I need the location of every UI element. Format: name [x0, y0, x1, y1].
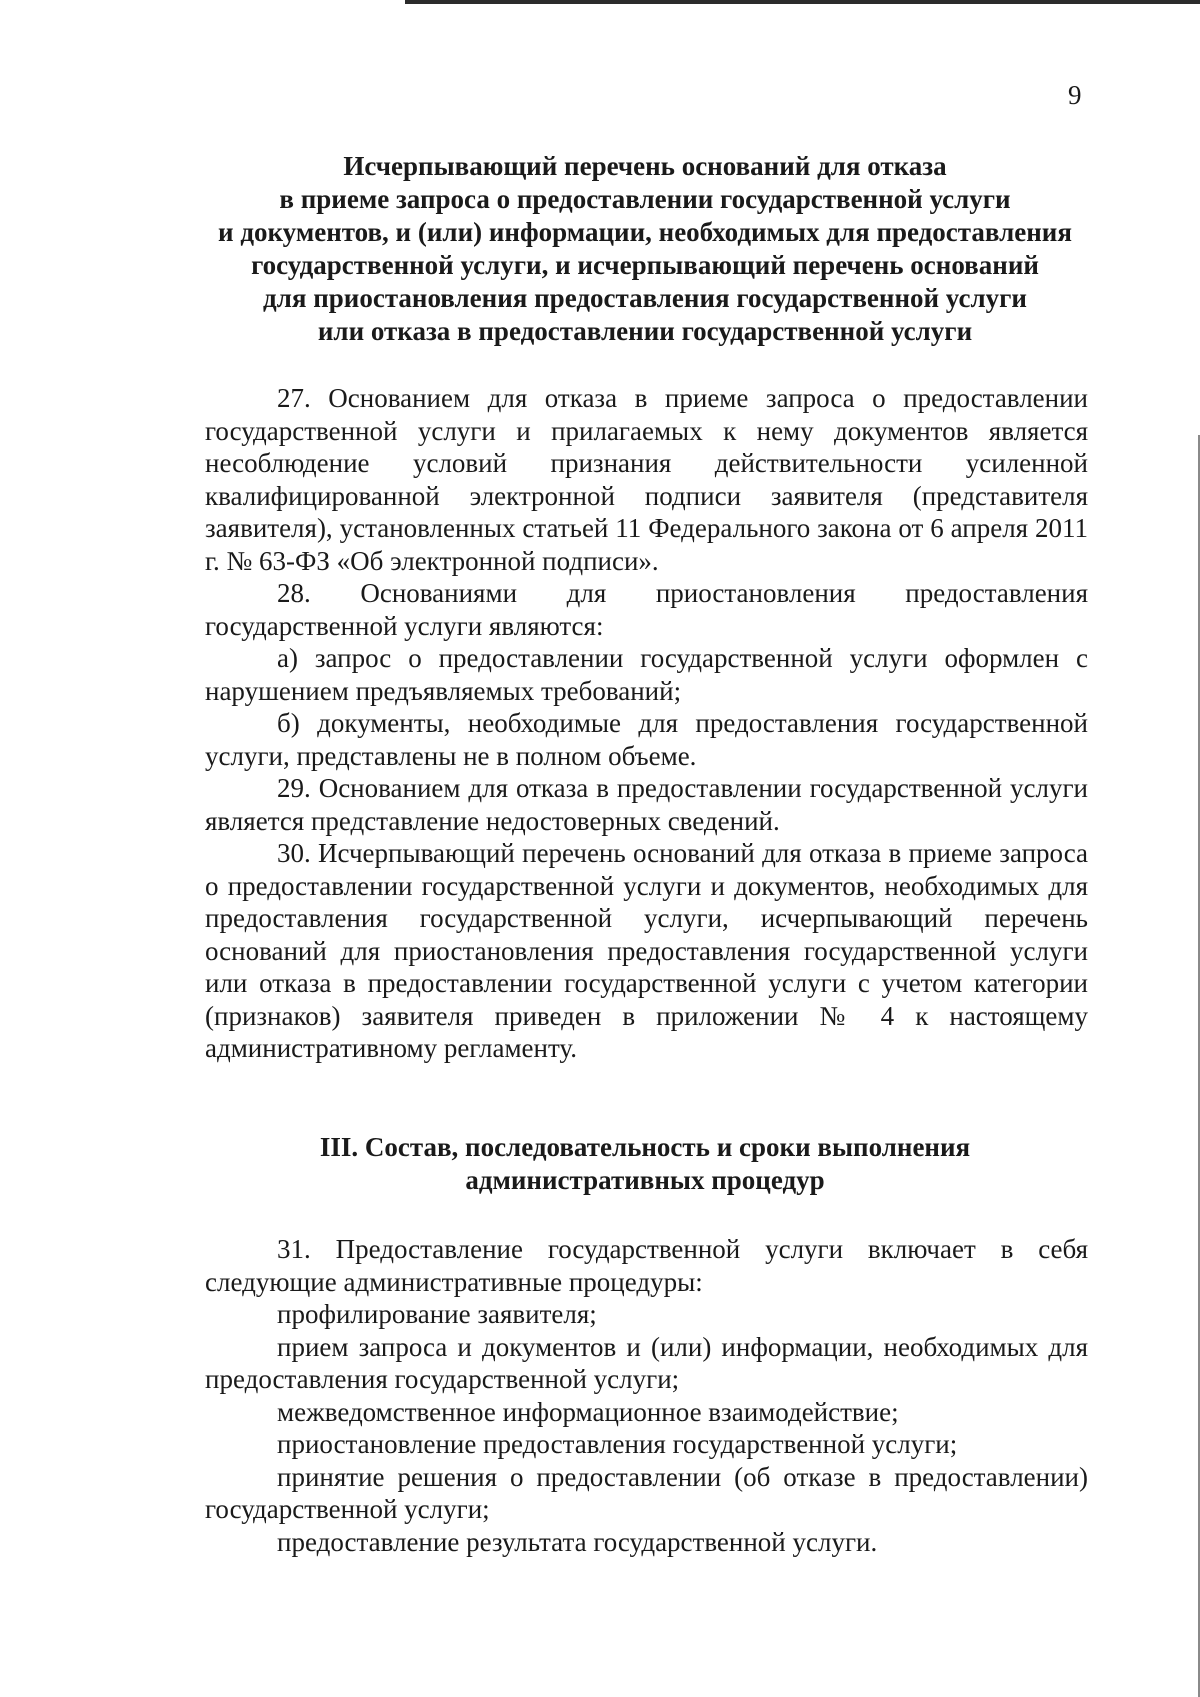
heading-line: и документов, и (или) информации, необходимых для предоставления [218, 217, 1072, 247]
heading-line: или отказа в предоставлении государственной услуги [317, 316, 973, 346]
paragraph-27: 27. Основанием для отказа в приеме запроса о предоставлении государственной услуги и прилагаемых к нему документов является несоблюдение условий признания действительности усиленной квалифицированной электронной подписи заявителя (представителя заявителя), установленных статьей 11 Федерального закона от 6 апреля 2011 г. № 63-ФЗ «Об электронной подписи». [205, 383, 1088, 576]
section-body-refusal-grounds [205, 382, 1088, 1065]
heading-line: государственной услуги, и исчерпывающий перечень оснований [251, 250, 1039, 280]
procedure-item: прием запроса и документов и (или) информации, необходимых для предоставления государственной услуги; [205, 1331, 1088, 1394]
heading-line: в приеме запроса о предоставлении государственной услуги [279, 184, 1011, 214]
procedure-item: межведомственное информационное взаимодействие; [277, 1396, 899, 1427]
heading-line: Исчерпывающий перечень оснований для отказа [343, 151, 947, 181]
heading-line: для приостановления предоставления государственной услуги [263, 283, 1027, 313]
paragraph-30: 30. Исчерпывающий перечень оснований для отказа в приеме запроса о предоставлении государственной услуги и документов, необходимых для предоставления государственной услуги, исчерпывающий перечень оснований для приостановления предоставления государственной услуги или отказа в предоставлении государственной услуги с учетом категории (признаков) заявителя приведен в приложении № 4 к настоящему административному регламенту. [205, 838, 1088, 1063]
section-body-administrative-procedures [205, 1233, 1088, 1558]
section-heading-administrative-procedures [205, 1131, 1085, 1197]
procedure-item: предоставление результата государственной услуги. [277, 1526, 878, 1557]
paragraph-28-a: а) запрос о предоставлении государственной услуги оформлен с нарушением предъявляемых требований; [205, 643, 1088, 706]
heading-line: административных процедур [465, 1165, 825, 1195]
scan-edge-top [405, 0, 1200, 4]
paragraph-29: 29. Основанием для отказа в предоставлении государственной услуги является представление недостоверных сведений. [205, 773, 1088, 836]
procedure-item: профилирование заявителя; [277, 1299, 597, 1329]
paragraph-31: 31. Предоставление государственной услуги включает в себя следующие административные процедуры: [205, 1234, 1088, 1297]
paragraph-28-b: б) документы, необходимые для предоставления государственной услуги, представлены не в полном объеме. [205, 708, 1088, 771]
section-heading-refusal-grounds [205, 150, 1085, 348]
procedure-item: приостановление предоставления государственной услуги; [277, 1429, 958, 1459]
procedure-item: принятие решения о предоставлении (об отказе в предоставлении) государственной услуги; [205, 1461, 1088, 1524]
paragraph-28: 28. Основаниями для приостановления предоставления государственной услуги являются: [205, 578, 1088, 641]
heading-line: III. Состав, последовательность и сроки выполнения [319, 1132, 971, 1162]
page-number: 9 [1068, 80, 1082, 110]
